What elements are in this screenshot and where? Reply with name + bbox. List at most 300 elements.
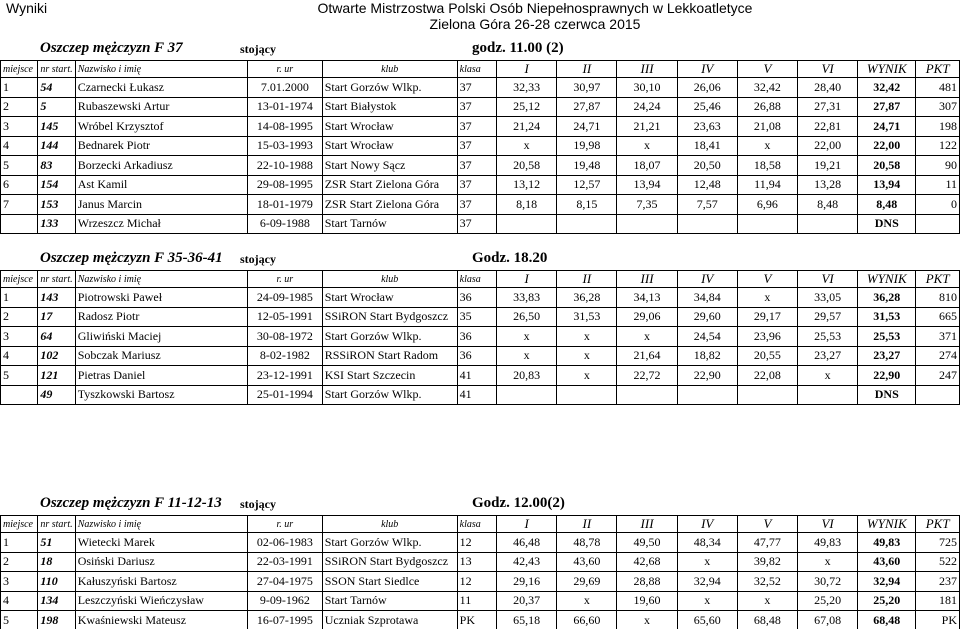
attempt-cell: 24,24 <box>617 97 677 117</box>
place-cell <box>1 385 38 405</box>
table-header-row <box>1 271 960 288</box>
attempt-cell: 18,82 <box>677 346 737 366</box>
column-header-result: WYNIK <box>858 271 916 288</box>
birthdate-cell: 7.01.2000 <box>248 78 323 98</box>
place-cell: 1 <box>1 78 38 98</box>
attempt-cell: 29,57 <box>798 307 858 327</box>
club-cell: KSI Start Szczecin <box>322 366 457 386</box>
column-header-club: klub <box>322 61 457 78</box>
bib-cell: 54 <box>38 78 75 98</box>
club-cell: Start Gorzów Wlkp. <box>322 533 457 553</box>
place-cell: 2 <box>1 552 38 572</box>
title-line-1: Otwarte Mistrzostwa Polski Osób Niepełnosprawnych w Lekkoatletyce <box>317 0 753 16</box>
column-header-place: miejsce <box>1 271 38 288</box>
attempt-cell: 36,28 <box>557 288 617 308</box>
event-time: Godz. 18.20 <box>472 250 548 266</box>
attempt-cell: x <box>737 288 797 308</box>
athlete-name-cell: Osiński Dariusz <box>75 552 247 572</box>
attempt-cell: 22,72 <box>617 366 677 386</box>
athlete-name-cell: Wróbel Krzysztof <box>75 117 247 137</box>
result-cell: 36,28 <box>858 288 916 308</box>
section-title <box>0 38 960 58</box>
birthdate-cell: 27-04-1975 <box>248 572 323 592</box>
attempt-cell: 33,83 <box>497 288 557 308</box>
attempt-cell <box>798 385 858 405</box>
column-header-result: WYNIK <box>858 516 916 533</box>
points-cell <box>916 214 960 234</box>
birthdate-cell: 30-08-1972 <box>248 327 323 347</box>
attempt-cell: 12,48 <box>677 175 737 195</box>
attempt-cell: 20,50 <box>677 156 737 176</box>
bib-cell: 134 <box>38 591 75 611</box>
bib-cell: 198 <box>38 611 75 629</box>
attempt-cell: 7,57 <box>677 195 737 215</box>
table-header-row <box>1 61 960 78</box>
attempt-cell: x <box>497 136 557 156</box>
athlete-name-cell: Bednarek Piotr <box>75 136 247 156</box>
athlete-name-cell: Borzecki Arkadiusz <box>75 156 247 176</box>
table-row <box>1 156 960 176</box>
table-row <box>1 385 960 405</box>
attempt-cell <box>737 385 797 405</box>
attempt-cell: 32,52 <box>737 572 797 592</box>
column-header-name: Nazwisko i imię <box>75 271 247 288</box>
attempt-cell: 48,78 <box>557 533 617 553</box>
attempt-cell: 12,57 <box>557 175 617 195</box>
attempt-cell: 33,05 <box>798 288 858 308</box>
attempt-cell: 23,63 <box>677 117 737 137</box>
column-header-bib: nr start. <box>38 516 75 533</box>
result-cell: 32,42 <box>858 78 916 98</box>
column-header-dob: r. ur <box>248 61 323 78</box>
attempt-cell: 22,81 <box>798 117 858 137</box>
column-header-bib: nr start. <box>38 271 75 288</box>
points-cell: 725 <box>916 533 960 553</box>
column-header-a6: VI <box>798 61 858 78</box>
attempt-cell: 8,15 <box>557 195 617 215</box>
column-header-points: PKT <box>916 271 960 288</box>
attempt-cell: x <box>557 591 617 611</box>
place-cell: 6 <box>1 175 38 195</box>
attempt-cell: 8,18 <box>497 195 557 215</box>
attempt-cell: 25,46 <box>677 97 737 117</box>
athlete-name-cell: Kałuszyński Bartosz <box>75 572 247 592</box>
points-cell: 0 <box>916 195 960 215</box>
club-cell: Start Tarnów <box>322 591 457 611</box>
place-cell: 5 <box>1 366 38 386</box>
event-name: Oszczep mężczyzn F 35-36-41 <box>40 250 223 266</box>
points-cell: 810 <box>916 288 960 308</box>
points-cell: 11 <box>916 175 960 195</box>
bib-cell: 18 <box>38 552 75 572</box>
table-row <box>1 533 960 553</box>
bib-cell: 102 <box>38 346 75 366</box>
column-header-points: PKT <box>916 516 960 533</box>
points-cell: 122 <box>916 136 960 156</box>
attempt-cell: x <box>557 346 617 366</box>
class-cell: 12 <box>457 533 496 553</box>
table-row <box>1 97 960 117</box>
attempt-cell: 31,53 <box>557 307 617 327</box>
column-header-a3: III <box>617 271 677 288</box>
club-cell: SSiRON Start Bydgoszcz <box>322 307 457 327</box>
result-cell: 13,94 <box>858 175 916 195</box>
table-row <box>1 195 960 215</box>
attempt-cell: x <box>737 591 797 611</box>
place-cell: 1 <box>1 533 38 553</box>
event-name: Oszczep mężczyzn F 37 <box>40 40 183 56</box>
table-row <box>1 78 960 98</box>
table-header-row <box>1 516 960 533</box>
club-cell: Uczniak Szprotawa <box>322 611 457 629</box>
attempt-cell: 29,17 <box>737 307 797 327</box>
class-cell: 37 <box>457 175 496 195</box>
points-cell: 665 <box>916 307 960 327</box>
attempt-cell: 29,16 <box>497 572 557 592</box>
points-cell: 307 <box>916 97 960 117</box>
attempt-cell <box>497 385 557 405</box>
table-row <box>1 572 960 592</box>
attempt-cell: x <box>497 327 557 347</box>
attempt-cell: 21,64 <box>617 346 677 366</box>
points-cell: 274 <box>916 346 960 366</box>
attempt-cell: 48,34 <box>677 533 737 553</box>
attempt-cell: 21,08 <box>737 117 797 137</box>
column-header-place: miejsce <box>1 61 38 78</box>
attempt-cell: 6,96 <box>737 195 797 215</box>
title-line-2: Zielona Góra 26-28 czerwca 2015 <box>429 16 641 32</box>
class-cell: 36 <box>457 327 496 347</box>
birthdate-cell: 12-05-1991 <box>248 307 323 327</box>
attempt-cell: x <box>677 591 737 611</box>
place-cell: 3 <box>1 572 38 592</box>
attempt-cell: 42,68 <box>617 552 677 572</box>
place-cell: 5 <box>1 611 38 629</box>
athlete-name-cell: Tyszkowski Bartosz <box>75 385 247 405</box>
column-header-a1: I <box>497 271 557 288</box>
column-header-cls: klasa <box>457 271 496 288</box>
attempt-cell <box>557 385 617 405</box>
birthdate-cell: 13-01-1974 <box>248 97 323 117</box>
place-cell: 1 <box>1 288 38 308</box>
club-cell: Start Wrocław <box>322 136 457 156</box>
column-header-a1: I <box>497 516 557 533</box>
attempt-cell: 20,55 <box>737 346 797 366</box>
attempt-cell: 21,24 <box>497 117 557 137</box>
bib-cell: 154 <box>38 175 75 195</box>
attempt-cell: 34,13 <box>617 288 677 308</box>
result-cell: 25,53 <box>858 327 916 347</box>
class-cell: 13 <box>457 552 496 572</box>
attempt-cell <box>557 214 617 234</box>
section-title <box>0 248 960 268</box>
bib-cell: 133 <box>38 214 75 234</box>
attempt-cell: 18,58 <box>737 156 797 176</box>
attempt-cell: 26,50 <box>497 307 557 327</box>
attempt-cell: 46,48 <box>497 533 557 553</box>
result-cell: 49,83 <box>858 533 916 553</box>
attempt-cell <box>617 385 677 405</box>
attempt-cell: 28,88 <box>617 572 677 592</box>
attempt-cell: 27,31 <box>798 97 858 117</box>
club-cell: Start Gorzów Wlkp. <box>322 385 457 405</box>
result-cell: 20,58 <box>858 156 916 176</box>
column-header-a5: V <box>737 271 797 288</box>
points-cell: 522 <box>916 552 960 572</box>
column-header-a5: V <box>737 61 797 78</box>
attempt-cell: x <box>737 136 797 156</box>
attempt-cell <box>677 385 737 405</box>
attempt-cell: 19,21 <box>798 156 858 176</box>
column-header-bib: nr start. <box>38 61 75 78</box>
event-name: Oszczep mężczyzn F 11-12-13 <box>40 495 222 511</box>
column-header-a2: II <box>557 271 617 288</box>
attempt-cell: 39,82 <box>737 552 797 572</box>
club-cell: SSON Start Siedlce <box>322 572 457 592</box>
class-cell: 35 <box>457 307 496 327</box>
club-cell: Start Gorzów Wlkp. <box>322 78 457 98</box>
column-header-a5: V <box>737 516 797 533</box>
birthdate-cell: 15-03-1993 <box>248 136 323 156</box>
column-header-a4: IV <box>677 516 737 533</box>
athlete-name-cell: Radosz Piotr <box>75 307 247 327</box>
attempt-cell: 32,94 <box>677 572 737 592</box>
club-cell: Start Tarnów <box>322 214 457 234</box>
birthdate-cell: 25-01-1994 <box>248 385 323 405</box>
attempt-cell: 65,60 <box>677 611 737 629</box>
athlete-name-cell: Sobczak Mariusz <box>75 346 247 366</box>
place-cell: 3 <box>1 117 38 137</box>
attempt-cell: x <box>557 327 617 347</box>
bib-cell: 121 <box>38 366 75 386</box>
event-kind: stojący <box>240 42 276 56</box>
birthdate-cell: 14-08-1995 <box>248 117 323 137</box>
column-header-a2: II <box>557 61 617 78</box>
results-table <box>0 515 960 629</box>
attempt-cell: 24,71 <box>557 117 617 137</box>
class-cell: 36 <box>457 346 496 366</box>
attempt-cell: 22,90 <box>677 366 737 386</box>
result-cell: 43,60 <box>858 552 916 572</box>
result-cell: 25,20 <box>858 591 916 611</box>
points-cell: 481 <box>916 78 960 98</box>
class-cell: 41 <box>457 385 496 405</box>
table-row <box>1 366 960 386</box>
attempt-cell: 29,60 <box>677 307 737 327</box>
club-cell: RSSiRON Start Radom <box>322 346 457 366</box>
bib-cell: 64 <box>38 327 75 347</box>
points-cell <box>916 385 960 405</box>
class-cell: 11 <box>457 591 496 611</box>
birthdate-cell: 8-02-1982 <box>248 346 323 366</box>
attempt-cell: 49,83 <box>798 533 858 553</box>
attempt-cell: 21,21 <box>617 117 677 137</box>
column-header-dob: r. ur <box>248 271 323 288</box>
points-cell: 198 <box>916 117 960 137</box>
column-header-a1: I <box>497 61 557 78</box>
attempt-cell: 25,12 <box>497 97 557 117</box>
place-cell: 2 <box>1 307 38 327</box>
attempt-cell: 22,08 <box>737 366 797 386</box>
attempt-cell: 18,07 <box>617 156 677 176</box>
points-cell: PK <box>916 611 960 629</box>
bib-cell: 153 <box>38 195 75 215</box>
table-row <box>1 327 960 347</box>
club-cell: Start Białystok <box>322 97 457 117</box>
class-cell: 37 <box>457 195 496 215</box>
place-cell <box>1 214 38 234</box>
table-row <box>1 307 960 327</box>
birthdate-cell: 23-12-1991 <box>248 366 323 386</box>
table-row <box>1 611 960 629</box>
class-cell: 37 <box>457 78 496 98</box>
class-cell: PK <box>457 611 496 629</box>
attempt-cell <box>497 214 557 234</box>
athlete-name-cell: Pietras Daniel <box>75 366 247 386</box>
club-cell: ZSR Start Zielona Góra <box>322 195 457 215</box>
attempt-cell: 43,60 <box>557 552 617 572</box>
attempt-cell <box>677 214 737 234</box>
column-header-a6: VI <box>798 516 858 533</box>
column-header-a2: II <box>557 516 617 533</box>
column-header-club: klub <box>322 271 457 288</box>
bib-cell: 144 <box>38 136 75 156</box>
column-header-result: WYNIK <box>858 61 916 78</box>
table-row <box>1 175 960 195</box>
birthdate-cell: 02-06-1983 <box>248 533 323 553</box>
attempt-cell: 20,83 <box>497 366 557 386</box>
result-cell: 22,90 <box>858 366 916 386</box>
club-cell: Start Wrocław <box>322 288 457 308</box>
attempt-cell: 29,69 <box>557 572 617 592</box>
attempt-cell: 25,53 <box>798 327 858 347</box>
class-cell: 37 <box>457 156 496 176</box>
class-cell: 12 <box>457 572 496 592</box>
result-cell: 8,48 <box>858 195 916 215</box>
club-cell: ZSR Start Zielona Góra <box>322 175 457 195</box>
table-row <box>1 136 960 156</box>
bib-cell: 145 <box>38 117 75 137</box>
athlete-name-cell: Kwaśniewski Mateusz <box>75 611 247 629</box>
athlete-name-cell: Wietecki Marek <box>75 533 247 553</box>
column-header-cls: klasa <box>457 516 496 533</box>
bib-cell: 51 <box>38 533 75 553</box>
bib-cell: 49 <box>38 385 75 405</box>
column-header-a4: IV <box>677 61 737 78</box>
bib-cell: 143 <box>38 288 75 308</box>
result-cell: DNS <box>858 385 916 405</box>
attempt-cell: x <box>617 327 677 347</box>
attempt-cell: x <box>617 136 677 156</box>
attempt-cell: 49,50 <box>617 533 677 553</box>
attempt-cell: 26,06 <box>677 78 737 98</box>
attempt-cell: 23,27 <box>798 346 858 366</box>
table-row <box>1 214 960 234</box>
results-table <box>0 60 960 234</box>
attempt-cell: 65,18 <box>497 611 557 629</box>
table-row <box>1 591 960 611</box>
table-row <box>1 117 960 137</box>
place-cell: 3 <box>1 327 38 347</box>
results-table <box>0 270 960 405</box>
club-cell: SSiRON Start Bydgoszcz <box>322 552 457 572</box>
points-cell: 90 <box>916 156 960 176</box>
attempt-cell: 28,40 <box>798 78 858 98</box>
attempt-cell: 68,48 <box>737 611 797 629</box>
points-cell: 181 <box>916 591 960 611</box>
attempt-cell: x <box>557 366 617 386</box>
document-title <box>300 0 770 32</box>
bib-cell: 110 <box>38 572 75 592</box>
event-kind: stojący <box>240 252 276 266</box>
attempt-cell: 22,00 <box>798 136 858 156</box>
attempt-cell: 7,35 <box>617 195 677 215</box>
column-header-name: Nazwisko i imię <box>75 61 247 78</box>
class-cell: 37 <box>457 97 496 117</box>
attempt-cell: 26,88 <box>737 97 797 117</box>
attempt-cell: 47,77 <box>737 533 797 553</box>
place-cell: 4 <box>1 346 38 366</box>
birthdate-cell: 29-08-1995 <box>248 175 323 195</box>
attempt-cell: 19,48 <box>557 156 617 176</box>
attempt-cell: 19,60 <box>617 591 677 611</box>
attempt-cell <box>798 214 858 234</box>
place-cell: 7 <box>1 195 38 215</box>
attempt-cell: 13,12 <box>497 175 557 195</box>
club-cell: Start Gorzów Wlkp. <box>322 327 457 347</box>
attempt-cell: 23,96 <box>737 327 797 347</box>
attempt-cell: x <box>677 552 737 572</box>
attempt-cell: 19,98 <box>557 136 617 156</box>
athlete-name-cell: Rubaszewski Artur <box>75 97 247 117</box>
table-row <box>1 552 960 572</box>
athlete-name-cell: Wrzeszcz Michał <box>75 214 247 234</box>
attempt-cell: 18,41 <box>677 136 737 156</box>
event-time: Godz. 12.00(2) <box>472 495 565 511</box>
athlete-name-cell: Gliwiński Maciej <box>75 327 247 347</box>
attempt-cell: 29,06 <box>617 307 677 327</box>
attempt-cell: 24,54 <box>677 327 737 347</box>
place-cell: 5 <box>1 156 38 176</box>
place-cell: 2 <box>1 97 38 117</box>
attempt-cell: 27,87 <box>557 97 617 117</box>
birthdate-cell: 9-09-1962 <box>248 591 323 611</box>
attempt-cell: 13,28 <box>798 175 858 195</box>
athlete-name-cell: Czarnecki Łukasz <box>75 78 247 98</box>
result-cell: DNS <box>858 214 916 234</box>
place-cell: 4 <box>1 591 38 611</box>
result-cell: 68,48 <box>858 611 916 629</box>
attempt-cell: 66,60 <box>557 611 617 629</box>
points-cell: 247 <box>916 366 960 386</box>
result-cell: 31,53 <box>858 307 916 327</box>
attempt-cell: x <box>497 346 557 366</box>
attempt-cell <box>737 214 797 234</box>
result-cell: 22,00 <box>858 136 916 156</box>
attempt-cell: 42,43 <box>497 552 557 572</box>
attempt-cell: 30,97 <box>557 78 617 98</box>
column-header-a3: III <box>617 61 677 78</box>
athlete-name-cell: Janus Marcin <box>75 195 247 215</box>
column-header-name: Nazwisko i imię <box>75 516 247 533</box>
attempt-cell: 32,42 <box>737 78 797 98</box>
result-cell: 27,87 <box>858 97 916 117</box>
column-header-points: PKT <box>916 61 960 78</box>
birthdate-cell: 18-01-1979 <box>248 195 323 215</box>
points-cell: 371 <box>916 327 960 347</box>
attempt-cell: 32,33 <box>497 78 557 98</box>
attempt-cell: x <box>617 611 677 629</box>
